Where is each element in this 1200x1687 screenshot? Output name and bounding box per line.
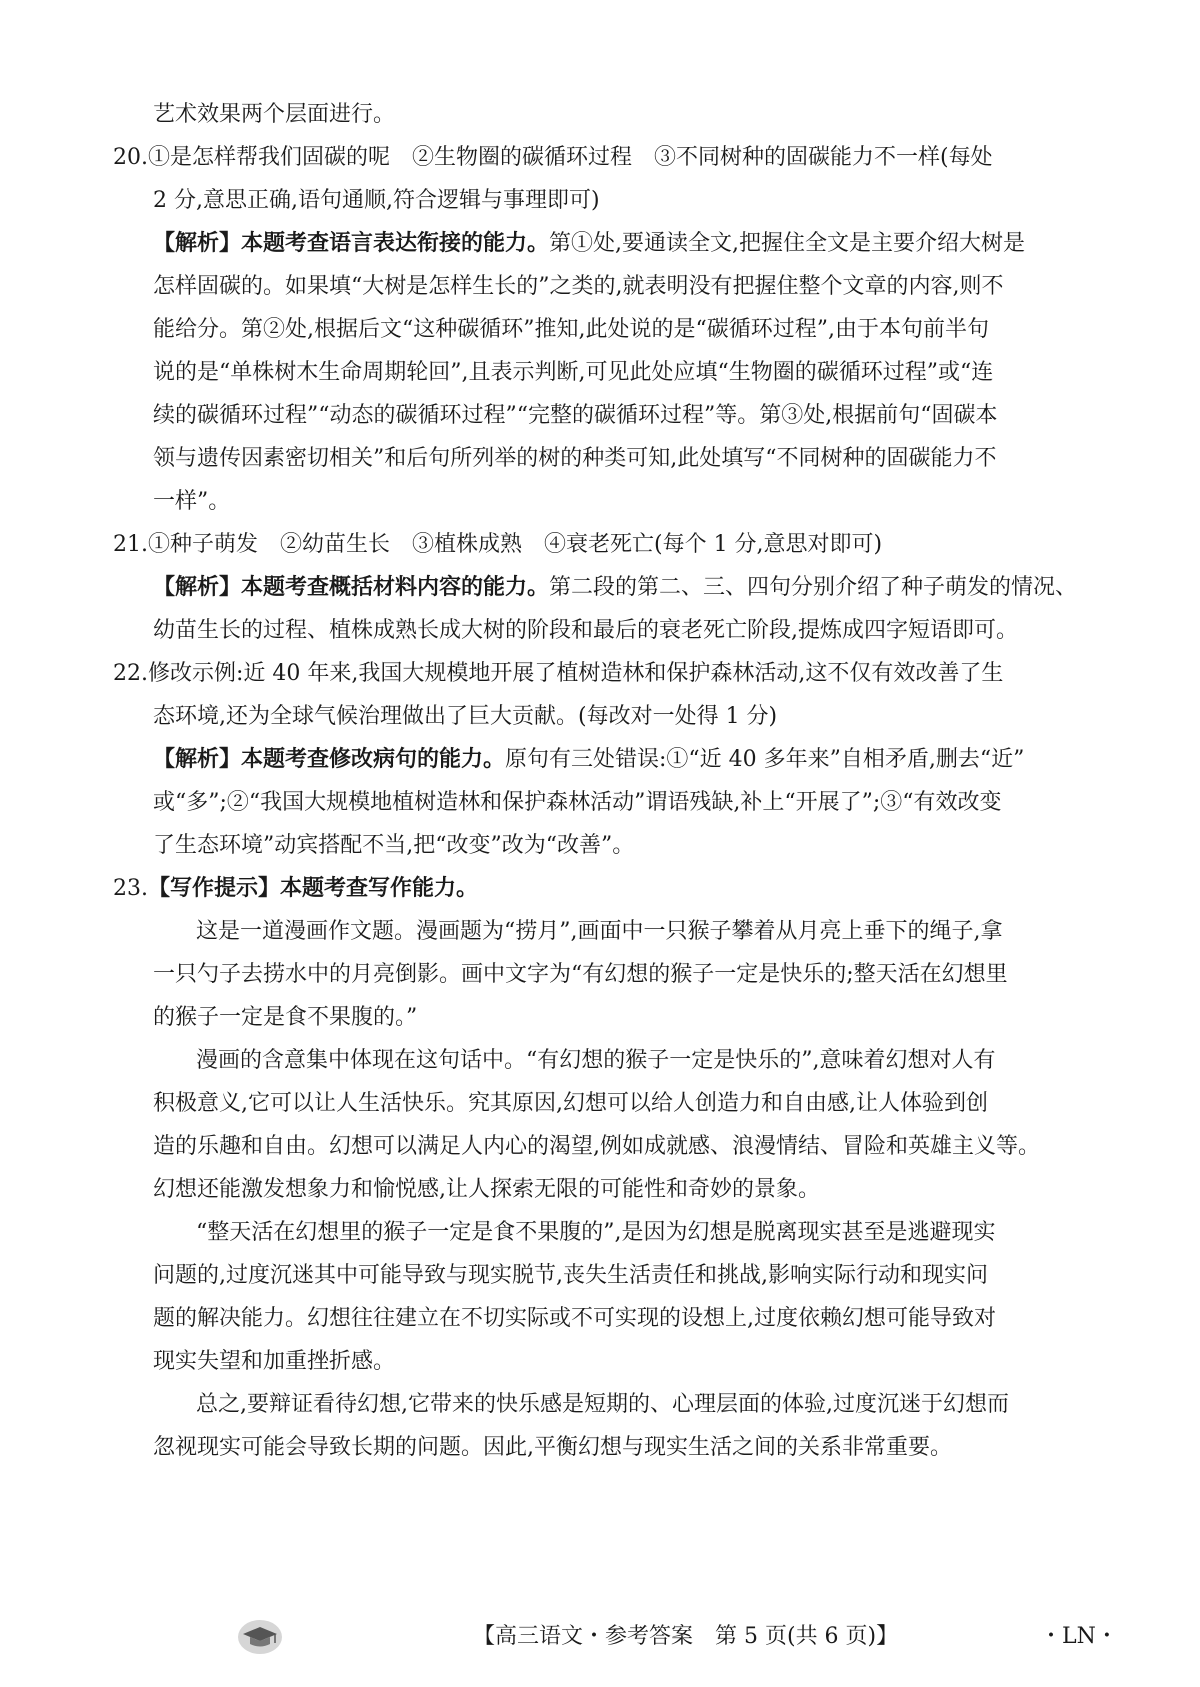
paragraph-line: 漫画的含意集中体现在这句话中。“有幻想的猴子一定是快乐的”,意味着幻想对人有 (196, 1048, 996, 1073)
paragraph-line: 积极意义,它可以让人生活快乐。究其原因,幻想可以给人创造力和自由感,让人体验到创 (153, 1091, 988, 1116)
graduation-cap-icon (237, 1619, 283, 1655)
footer-code: ・LN・ (1040, 1624, 1118, 1649)
paragraph-line: 一只勺子去捞水中的月亮倒影。画中文字为“有幻想的猴子一定是快乐的;整天活在幻想里 (153, 962, 1008, 987)
paragraph-line: 总之,要辩证看待幻想,它带来的快乐感是短期的、心理层面的体验,过度沉迷于幻想而 (196, 1392, 1009, 1417)
q21-answer-line: 21.①种子萌发 ②幼苗生长 ③植株成熟 ④衰老死亡(每个 1 分,意思对即可) (113, 532, 883, 557)
q20-answer-line: 20.①是怎样帮我们固碳的呢 ②生物圈的碳循环过程 ③不同树种的固碳能力不一样(每处 (113, 145, 993, 170)
q22-analysis-line: 【解析】本题考查修改病句的能力。原句有三处错误:①“近 40 多年来”自相矛盾,删去“近” (153, 747, 1025, 772)
text-line: 了生态环境”动宾搭配不当,把“改变”改为“改善”。 (153, 833, 635, 858)
text-line: 领与遗传因素密切相关”和后句所列举的树的种类可知,此处填写“不同树种的固碳能力不 (153, 446, 997, 471)
text-line: 能给分。第②处,根据后文“这种碳循环”推知,此处说的是“碳循环过程”,由于本句前半句 (153, 317, 989, 342)
analysis-tag: 【解析】本题考查修改病句的能力。 (153, 747, 506, 772)
page-footer (0, 1619, 1200, 1659)
text-line: 或“多”;②“我国大规模地植树造林和保护森林活动”谓语残缺,补上“开展了”;③“有效改变 (153, 790, 1002, 815)
text-line: 说的是“单株树木生命周期轮回”,且表示判断,可见此处应填“生物圈的碳循环过程”或“连 (153, 360, 994, 385)
paragraph-line: 幻想还能激发想象力和愉悦感,让人探索无限的可能性和奇妙的景象。 (153, 1177, 820, 1202)
q22-answer-line: 22.修改示例:近 40 年来,我国大规模地开展了植树造林和保护森林活动,这不仅有效改善了生 (113, 661, 1004, 686)
paragraph-line: 问题的,过度沉迷其中可能导致与现实脱节,丧失生活责任和挑战,影响实际行动和现实问 (153, 1263, 988, 1288)
q20-analysis-line: 【解析】本题考查语言表达衔接的能力。第①处,要通读全文,把握住全文是主要介绍大树是 (153, 231, 1026, 256)
analysis-tag: 【解析】本题考查概括材料内容的能力。 (153, 575, 550, 600)
paragraph-line: 现实失望和加重挫折感。 (153, 1349, 396, 1374)
text-line: 怎样固碳的。如果填“大树是怎样生长的”之类的,就表明没有把握住整个文章的内容,则不 (153, 274, 1004, 299)
paragraph-line: 这是一道漫画作文题。漫画题为“捞月”,画面中一只猴子攀着从月亮上垂下的绳子,拿 (196, 919, 1003, 944)
paragraph-line: 题的解决能力。幻想往往建立在不切实际或不可实现的设想上,过度依赖幻想可能导致对 (153, 1306, 996, 1331)
paragraph-line: “整天活在幻想里的猴子一定是食不果腹的”,是因为幻想是脱离现实甚至是逃避现实 (196, 1220, 996, 1245)
text-line: 续的碳循环过程”“动态的碳循环过程”“完整的碳循环过程”等。第③处,根据前句“固碳本 (153, 403, 998, 428)
text-line: 一样”。 (153, 489, 231, 514)
q21-analysis-line: 【解析】本题考查概括材料内容的能力。第二段的第二、三、四句分别介绍了种子萌发的情况、 (153, 575, 1078, 600)
text-line: 2 分,意思正确,语句通顺,符合逻辑与事理即可) (153, 188, 600, 213)
text-line: 幼苗生长的过程、植株成熟长成大树的阶段和最后的衰老死亡阶段,提炼成四字短语即可。 (153, 618, 1018, 643)
paragraph-line: 造的乐趣和自由。幻想可以满足人内心的渴望,例如成就感、浪漫情结、冒险和英雄主义等。 (153, 1134, 1040, 1159)
text-line: 艺术效果两个层面进行。 (153, 102, 396, 127)
analysis-tag: 【解析】本题考查语言表达衔接的能力。 (153, 231, 550, 256)
footer-page-info: 【高三语文・参考答案 第 5 页(共 6 页)】 (473, 1624, 899, 1649)
paragraph-line: 的猴子一定是食不果腹的。” (153, 1005, 418, 1030)
paragraph-line: 忽视现实可能会导致长期的问题。因此,平衡幻想与现实生活之间的关系非常重要。 (153, 1435, 952, 1460)
q23-heading: 23.【写作提示】本题考查写作能力。 (113, 876, 479, 901)
text-line: 态环境,还为全球气候治理做出了巨大贡献。(每改对一处得 1 分) (153, 704, 778, 729)
writing-tip-tag: 【写作提示】本题考查写作能力。 (148, 876, 479, 901)
